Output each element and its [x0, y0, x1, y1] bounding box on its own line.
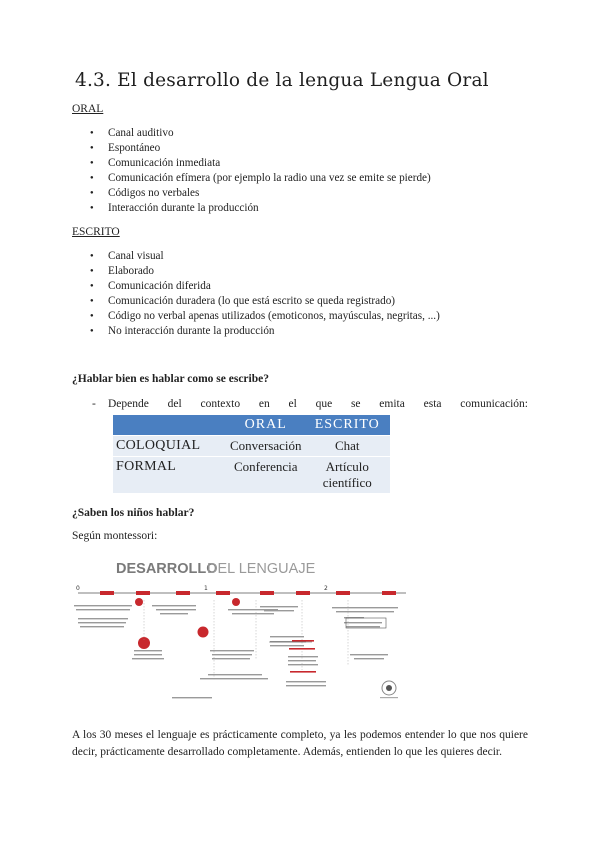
table-corner — [113, 415, 227, 436]
list-item: ● Canal auditivo — [90, 126, 431, 141]
list-item: ● Elaborado — [90, 264, 440, 279]
milestone-dot — [135, 598, 143, 606]
final-paragraph: A los 30 meses el lenguaje es prácticamente completo, ya les podemos entender lo que nos quiere decir, prácticamente desarrollado completamente. Además, entienden lo que les quieres decir. — [72, 729, 528, 758]
list-item: ● Comunicación diferida — [90, 279, 440, 294]
axis-label-2: 2 — [324, 585, 328, 592]
escrito-list — [90, 249, 440, 339]
diagram-title-light: DEL LENGUAJE — [207, 561, 316, 577]
milestone-dot — [198, 627, 209, 638]
diagram-brackets — [269, 618, 386, 642]
language-development-diagram — [64, 550, 414, 710]
escrito-label: ESCRITO — [72, 226, 120, 238]
table-row — [113, 436, 390, 457]
list-item: ● Comunicación efímera (por ejemplo la radio una vez se emite se pierde) — [90, 171, 431, 186]
table-row-header: COLOQUIAL — [113, 436, 227, 457]
question-heading-1: ¿Hablar bien es hablar como se escribe? — [72, 373, 269, 385]
axis-label-1: 1 — [204, 585, 208, 592]
diagram-title-bold: DESARROLLO — [116, 561, 218, 577]
table-header-oral: ORAL — [227, 415, 304, 436]
section-heading: 4.3. El desarrollo de la lengua Lengua Oral — [75, 70, 489, 91]
montessori-line: Según montessori: — [72, 530, 158, 542]
list-item: ● Códigos no verbales — [90, 186, 431, 201]
table-cell: Artículo científico — [304, 457, 390, 494]
oral-list — [90, 126, 431, 216]
table-header-escrito: ESCRITO — [304, 415, 390, 436]
list-item: ● Espontáneo — [90, 141, 431, 156]
list-item: ● Interacción durante la producción — [90, 201, 431, 216]
list-item: ● Código no verbal apenas utilizados (emoticonos, mayúsculas, negritas, ...) — [90, 309, 440, 324]
list-item: ● Comunicación inmediata — [90, 156, 431, 171]
oral-label: ORAL — [72, 103, 104, 115]
register-table — [113, 415, 390, 493]
logo-icon — [380, 681, 398, 698]
connector-lines — [144, 600, 348, 680]
table-cell: Conversación — [227, 436, 304, 457]
question-heading-2: ¿Saben los niños hablar? — [72, 507, 195, 519]
diagram-small-text — [74, 605, 398, 698]
milestone-dot — [138, 637, 150, 649]
table-row — [113, 457, 390, 494]
table-cell: Chat — [304, 436, 390, 457]
list-item: ● Comunicación duradera (lo que está escrito se queda registrado) — [90, 294, 440, 309]
table-cell: Conferencia — [227, 457, 304, 494]
list-item: ● No interacción durante la producción — [90, 324, 440, 339]
dash-paragraph: Depende del contexto en el que se emita esta comunicación: — [108, 398, 528, 410]
milestone-dot — [232, 598, 240, 606]
list-item: ● Canal visual — [90, 249, 440, 264]
table-row-header: FORMAL — [113, 457, 227, 494]
axis-label-0: 0 — [76, 585, 80, 592]
dash-marker: - — [92, 398, 96, 410]
